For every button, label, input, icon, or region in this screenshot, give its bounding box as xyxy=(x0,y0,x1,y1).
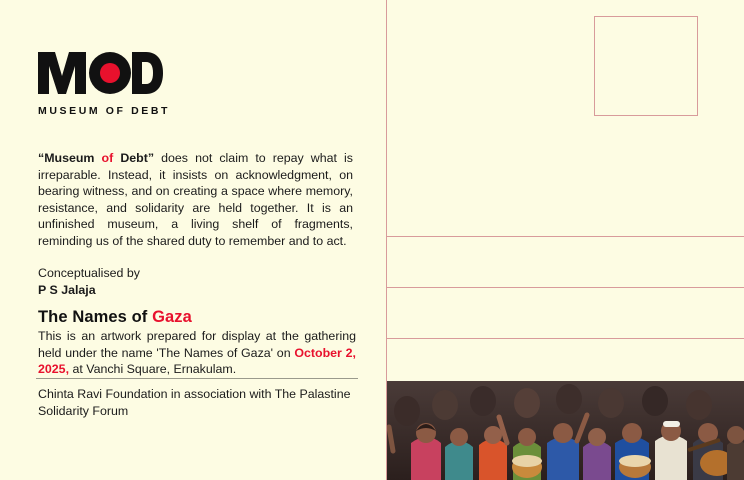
conceptualised-label: Conceptualised by xyxy=(38,266,140,280)
artwork-title-accent: Gaza xyxy=(152,308,192,326)
address-line-3 xyxy=(386,338,744,339)
museum-statement xyxy=(38,150,353,249)
artwork-title xyxy=(38,308,368,327)
statement-lead-of: of xyxy=(101,151,114,165)
stamp-area xyxy=(594,16,698,116)
museum-of-debt-logo-icon xyxy=(38,50,163,96)
artwork-desc-part2: at Vanchi Square, Ernakulam. xyxy=(69,362,237,376)
postcard-photo xyxy=(387,381,744,480)
artwork-desc-part1: This is an artwork prepared for display at the gathering held under the name 'The Names of Gaza' on xyxy=(38,329,356,360)
address-line-1 xyxy=(386,236,744,237)
postcard-right-panel xyxy=(386,0,744,480)
logo-block xyxy=(38,50,248,117)
footer-credit: Chinta Ravi Foundation in association with The Palastine Solidarity Forum xyxy=(38,387,351,418)
artwork-title-main: The Names of xyxy=(38,308,153,326)
statement-lead-quote-end: Debt” xyxy=(120,151,155,165)
artwork-desc-date: October 2, 2025, xyxy=(38,345,356,376)
address-line-2 xyxy=(386,287,744,288)
artwork-description xyxy=(38,328,356,378)
statement-lead-quote: “Museum xyxy=(38,151,95,165)
logo-wordmark: MUSEUM OF DEBT xyxy=(38,105,171,117)
statement-body: does not claim to repay what is irreparable. Instead, it insists on acknowledgment, on bearing witness, and on creating a space where memory, resistance, and solidarity are held together. It is an unfinished museum, a living shelf of fragments, reminding us of the shared duty to remember and to act. xyxy=(38,151,353,248)
conceptualised-block xyxy=(38,265,353,298)
footer-divider xyxy=(36,378,358,379)
conceptualised-name: P S Jalaja xyxy=(38,282,96,297)
